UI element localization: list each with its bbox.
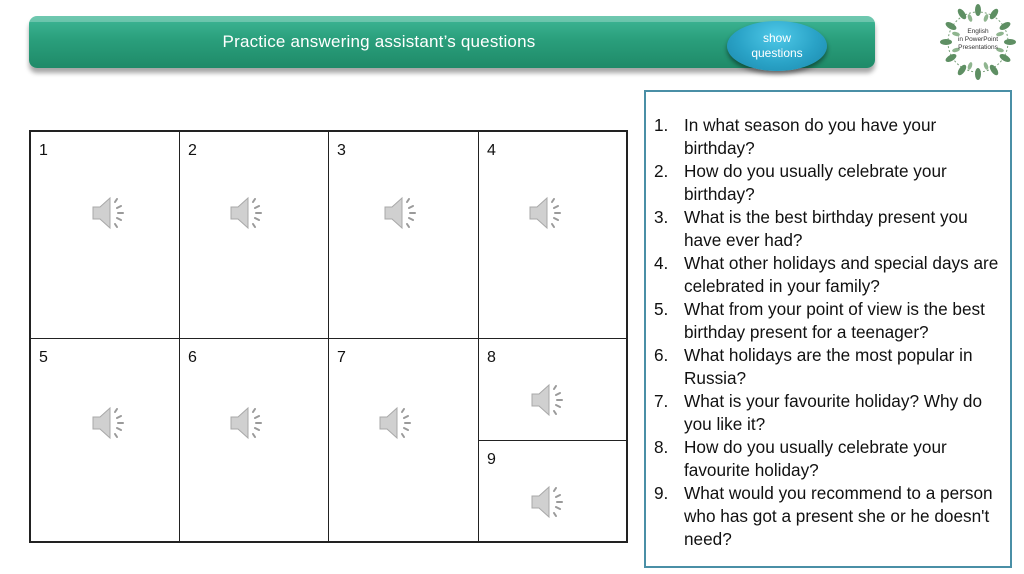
logo-text-line3: Presentations [958, 44, 998, 51]
grid-cell-1 [30, 131, 180, 339]
question-number: 8. [654, 437, 669, 457]
logo-text-line2: in PowerPoint [957, 36, 999, 43]
speaker-icon[interactable] [376, 404, 416, 442]
show-questions-label-line2: questions [751, 46, 803, 60]
question-number: 1. [654, 115, 669, 135]
grid-cell-5 [30, 338, 180, 542]
cell-number: 1 [39, 142, 48, 159]
question-text: What is your favourite holiday? Why do you like it? [684, 391, 983, 434]
question-number: 5. [654, 299, 669, 319]
grid-cell-2 [179, 131, 329, 339]
question-item [654, 390, 1004, 436]
grid-cell-7 [328, 338, 479, 542]
speaker-icon[interactable] [89, 194, 129, 232]
question-number: 9. [654, 483, 669, 503]
question-text: How do you usually celebrate your birthday? [684, 161, 947, 204]
cell-number: 4 [487, 142, 496, 159]
speaker-icon[interactable] [528, 483, 568, 521]
grid-cell-6 [179, 338, 329, 542]
show-questions-label-line1: show [762, 31, 791, 45]
question-item [654, 298, 1004, 344]
question-text: How do you usually celebrate your favourite holiday? [684, 437, 947, 480]
question-item [654, 114, 1004, 160]
grid-cell-8 [478, 338, 627, 441]
speaker-icon[interactable] [89, 404, 129, 442]
logo [938, 2, 1018, 82]
question-item [654, 206, 1004, 252]
grid-cell-9 [478, 440, 627, 542]
cell-number: 2 [188, 142, 197, 159]
question-item [654, 436, 1004, 482]
question-number: 2. [654, 161, 669, 181]
question-text: What holidays are the most popular in Russia? [684, 345, 973, 388]
question-item [654, 344, 1004, 390]
question-item [654, 252, 1004, 298]
question-text: What is the best birthday present you have ever had? [684, 207, 968, 250]
question-number: 6. [654, 345, 669, 365]
cell-number: 5 [39, 349, 48, 366]
speaker-icon[interactable] [227, 194, 267, 232]
logo-text [938, 28, 1018, 52]
grid-cell-4 [478, 131, 627, 339]
question-number: 4. [654, 253, 669, 273]
questions-box [644, 90, 1012, 568]
question-number: 3. [654, 207, 669, 227]
cell-number: 7 [337, 349, 346, 366]
speaker-icon[interactable] [381, 194, 421, 232]
question-text: What from your point of view is the best birthday present for a teenager? [684, 299, 985, 342]
cell-number: 9 [487, 451, 496, 468]
speaker-icon[interactable] [528, 381, 568, 419]
logo-text-line1: English [967, 28, 989, 35]
question-item [654, 160, 1004, 206]
question-text: In what season do you have your birthday? [684, 115, 937, 158]
question-item [654, 482, 1004, 551]
question-number: 7. [654, 391, 669, 411]
cell-number: 8 [487, 349, 496, 366]
cell-number: 6 [188, 349, 197, 366]
audio-grid [29, 130, 628, 543]
question-text: What would you recommend to a person who has got a present she or he doesn't need? [684, 483, 993, 549]
speaker-icon[interactable] [526, 194, 566, 232]
speaker-icon[interactable] [227, 404, 267, 442]
page-title: Practice answering assistant’s questions [222, 32, 536, 51]
grid-cell-3 [328, 131, 479, 339]
show-questions-button[interactable] [727, 21, 827, 71]
cell-number: 3 [337, 142, 346, 159]
question-text: What other holidays and special days are celebrated in your family? [684, 253, 999, 296]
questions-list [654, 114, 1004, 551]
